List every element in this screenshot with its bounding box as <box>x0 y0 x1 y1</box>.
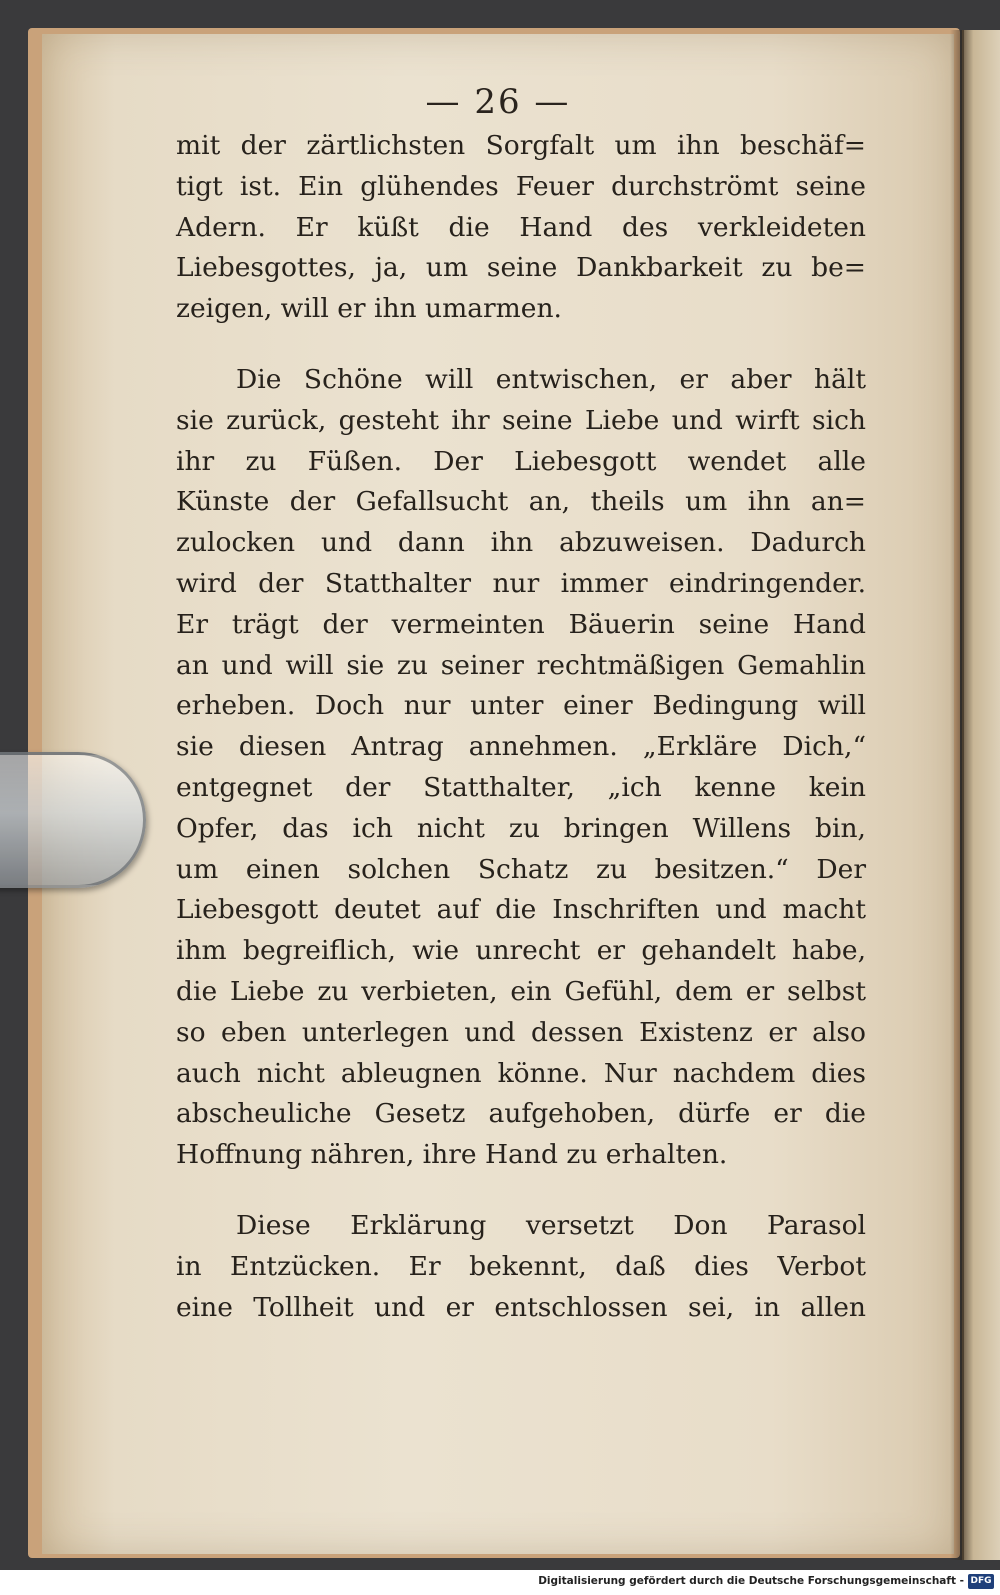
paragraph-gap <box>176 330 866 360</box>
text-line: tigt ist. Ein glühendes Feuer durchströmt seine <box>176 170 866 202</box>
text-line: Opfer, das ich nicht zu bringen Willens bin, <box>176 812 866 844</box>
text-line: erheben. Doch nur unter einer Bedingung will <box>176 690 866 722</box>
text-line: so eben unterlegen und dessen Existenz er also <box>176 1016 866 1048</box>
text-line: Er trägt der vermeinten Bäuerin seine Hand <box>176 608 866 640</box>
page-body-text <box>176 126 866 1328</box>
footer-bar <box>0 1570 1000 1595</box>
text-line: Diese Erklärung versetzt Don Parasol <box>236 1209 866 1241</box>
text-line: auch nicht ableugnen könne. Nur nachdem dies <box>176 1057 866 1089</box>
adjacent-page-edge <box>962 30 1000 1560</box>
text-line: ihm begreiflich, wie unrecht er gehandelt habe, <box>176 935 866 967</box>
footer-credit: Digitalisierung gefördert durch die Deutsche Forschungsgemeinschaft - <box>538 1575 964 1587</box>
text-line: mit der zärtlichsten Sorgfalt um ihn beschäf= <box>176 130 866 161</box>
text-line: eine Tollheit und er entschlossen sei, in allen <box>176 1291 866 1323</box>
text-line: wird der Statthalter nur immer eindringender. <box>176 567 866 599</box>
text-line: Die Schöne will entwischen, er aber hält <box>236 363 866 395</box>
text-line: um einen solchen Schatz zu besitzen.“ Der <box>176 853 866 885</box>
text-line: die Liebe zu verbieten, ein Gefühl, dem er selbst <box>176 975 866 1007</box>
text-line: abscheuliche Gesetz aufgehoben, dürfe er die <box>176 1098 866 1130</box>
dfg-logo-icon: DFG <box>968 1574 994 1589</box>
glass-clip <box>0 752 146 888</box>
text-line: in Entzücken. Er bekennt, daß dies Verbot <box>176 1250 866 1282</box>
text-line: Adern. Er küßt die Hand des verkleideten <box>176 211 866 243</box>
text-line: Liebesgottes, ja, um seine Dankbarkeit zu be= <box>176 252 866 284</box>
text-line: Hoffnung nähren, ihre Hand zu erhalten. <box>176 1139 728 1171</box>
text-line: zulocken und dann ihn abzuweisen. Dadurch <box>176 527 866 559</box>
text-line: entgegnet der Statthalter, „ich kenne kein <box>176 771 866 803</box>
text-line: Liebesgott deutet auf die Inschriften und macht <box>176 894 866 926</box>
text-line: sie zurück, gesteht ihr seine Liebe und wirft sich <box>176 404 866 436</box>
text-line: sie diesen Antrag annehmen. „Erkläre Dich,“ <box>176 731 866 763</box>
text-line: ihr zu Füßen. Der Liebesgott wendet alle <box>176 445 866 477</box>
paragraph-gap <box>176 1176 866 1206</box>
text-line: zeigen, will er ihn umarmen. <box>176 293 562 325</box>
gutter-shadow <box>950 30 964 1560</box>
text-line: an und will sie zu seiner rechtmäßigen Gemahlin <box>176 649 866 681</box>
page-number: — 26 — <box>425 82 571 122</box>
text-line: Künste der Gefallsucht an, theils um ihn an= <box>176 486 866 518</box>
